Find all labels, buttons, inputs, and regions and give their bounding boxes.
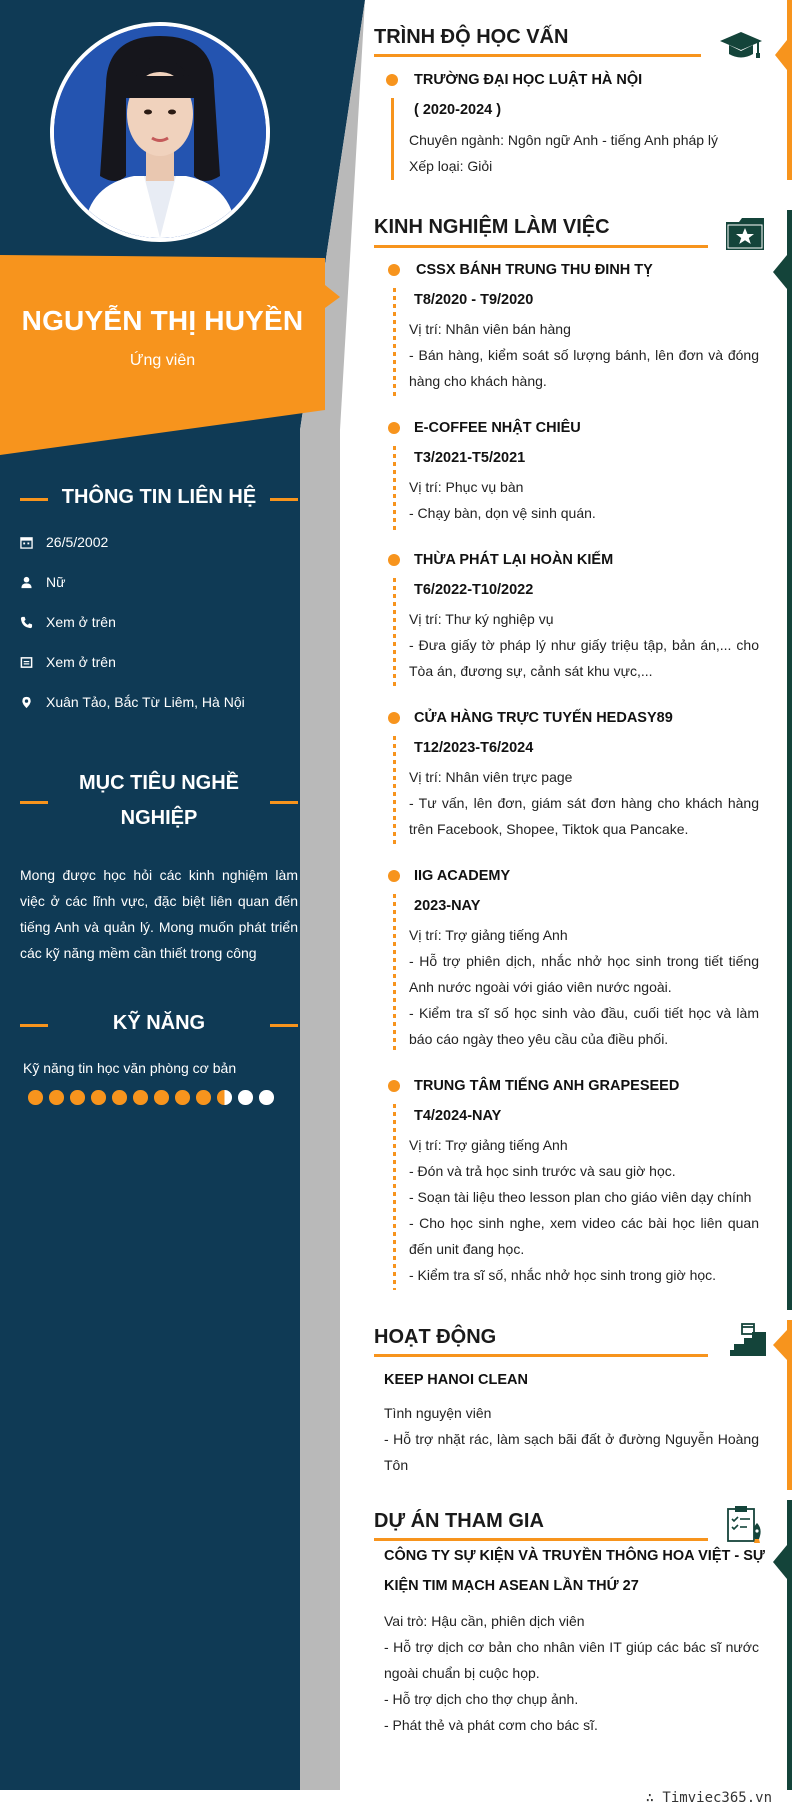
skill-dot	[259, 1090, 274, 1105]
folder-star-icon	[725, 217, 765, 256]
bullet-dot	[388, 264, 400, 276]
timeline-dotted-line	[393, 446, 396, 530]
project-line: - Hỗ trợ dịch cho thợ chụp ảnh.	[384, 1691, 579, 1707]
project-name-line1: CÔNG TY SỰ KIỆN VÀ TRUYỀN THÔNG HOA VIỆT - SỰ	[384, 1548, 765, 1564]
contact-section-title	[20, 486, 298, 509]
job-line: Vị trí: Nhân viên bán hàng	[409, 321, 571, 337]
education-section-title: TRÌNH ĐỘ HỌC VẤN	[374, 26, 569, 48]
skill-rating	[28, 1090, 274, 1105]
user-icon	[20, 576, 46, 589]
job-company: IIG ACADEMY	[414, 868, 511, 884]
job-company: E-COFFEE NHẬT CHIÊU	[414, 420, 581, 436]
skill-dot	[28, 1090, 43, 1105]
objective-title-line1: MỤC TIÊU NGHỀ	[79, 772, 239, 794]
project-line: Vai trò: Hậu cần, phiên dịch viên	[384, 1613, 585, 1629]
job-company: CỬA HÀNG TRỰC TUYẾN HEDASY89	[414, 710, 673, 726]
contact-phone	[20, 611, 310, 633]
job-period: T6/2022-T10/2022	[414, 582, 534, 598]
education-period: ( 2020-2024 )	[414, 102, 502, 118]
section-underline	[374, 1538, 708, 1541]
timeline-dotted-line	[393, 1104, 396, 1290]
activity-name: KEEP HANOI CLEAN	[384, 1372, 528, 1388]
title-dash	[270, 801, 298, 804]
job-line: Vị trí: Trợ giảng tiếng Anh	[409, 927, 568, 943]
education-school: TRƯỜNG ĐẠI HỌC LUẬT HÀ NỘI	[414, 72, 643, 88]
graduation-cap-icon	[719, 30, 763, 67]
job-line: Vị trí: Trợ giảng tiếng Anh	[409, 1137, 568, 1153]
footer-brand[interactable]	[646, 1790, 772, 1806]
job-company: TRUNG TÂM TIẾNG ANH GRAPESEED	[414, 1078, 680, 1094]
calendar-icon	[20, 536, 46, 549]
contact-gender-value: Nữ	[46, 574, 66, 590]
timeline-dotted-line	[393, 578, 396, 686]
footer-brand-text: Timviec365.vn	[662, 1790, 772, 1806]
avatar-illustration	[54, 26, 266, 238]
job-company: THỪA PHÁT LẠI HOÀN KIẾM	[414, 552, 614, 568]
skill-dot	[70, 1090, 85, 1105]
skill-dot	[238, 1090, 253, 1105]
calendar-steps-icon	[728, 1322, 768, 1363]
job-line: - Bán hàng, kiểm soát số lượng bánh, lên đơn và đóng hàng cho khách hàng.	[409, 347, 759, 389]
job-line: - Đón và trả học sinh trước và sau giờ học.	[409, 1163, 676, 1179]
contact-gender	[20, 571, 310, 593]
activity-line: Tình nguyện viên	[384, 1405, 492, 1421]
timeline-dotted-line	[393, 288, 396, 396]
section-underline	[374, 54, 701, 57]
job-period: T3/2021-T5/2021	[414, 450, 526, 466]
job-period: 2023-NAY	[414, 898, 481, 914]
bullet-dot	[388, 712, 400, 724]
skills-section-title	[20, 1012, 298, 1035]
contact-birthday-value: 26/5/2002	[46, 534, 109, 550]
bullet-dot	[388, 870, 400, 882]
job-period: T8/2020 - T9/2020	[414, 292, 534, 308]
skill-name: Kỹ năng tin học văn phòng cơ bản	[23, 1060, 237, 1076]
job-period: T12/2023-T6/2024	[414, 740, 534, 756]
timeline-dotted-line	[393, 736, 396, 844]
timeline-line	[391, 98, 394, 180]
skill-dot	[154, 1090, 169, 1105]
contact-title-text: THÔNG TIN LIÊN HỆ	[61, 486, 257, 508]
skill-dot	[112, 1090, 127, 1105]
title-dash	[20, 801, 48, 804]
email-icon	[20, 656, 46, 669]
job-line: - Tư vấn, lên đơn, giám sát đơn hàng cho khách hàng trên Facebook, Shopee, Tiktok qua Pancake.	[409, 795, 759, 837]
bullet-dot	[388, 554, 400, 566]
objective-text: Mong được học hỏi các kinh nghiệm làm việc ở các lĩnh vực, đặc biệt liên quan đến tiếng Anh và quản lý. Mong muốn phát triển các kỹ năng mềm cần thiết trong công	[20, 867, 298, 961]
activities-section-title: HOẠT ĐỘNG	[374, 1326, 497, 1348]
contact-birthday	[20, 531, 310, 553]
contact-email	[20, 651, 310, 673]
education-grade: Xếp loại: Giỏi	[409, 158, 493, 174]
checklist-rocket-icon	[725, 1505, 765, 1550]
bullet-dot	[388, 1080, 400, 1092]
skill-dot	[49, 1090, 64, 1105]
project-line: - Phát thẻ và phát cơm cho bác sĩ.	[384, 1717, 598, 1733]
location-pin-icon	[20, 696, 46, 709]
section-underline	[374, 1354, 708, 1357]
job-line: - Soạn tài liệu theo lesson plan cho giáo viên dạy chính	[409, 1189, 752, 1205]
project-line: - Hỗ trợ dịch cơ bản cho nhân viên IT giúp các bác sĩ nước ngoài chuẩn bị cuộc họp.	[384, 1639, 759, 1681]
title-dash	[20, 1024, 48, 1027]
skill-dot	[196, 1090, 211, 1105]
bullet-dot	[386, 74, 398, 86]
activity-line: - Hỗ trợ nhặt rác, làm sạch bãi đất ở đường Nguyễn Hoàng Tôn	[384, 1431, 759, 1473]
contact-address-value: Xuân Tảo, Bắc Từ Liêm, Hà Nội	[46, 694, 245, 710]
contact-address	[20, 691, 310, 713]
candidate-name: NGUYỄN THỊ HUYỀN	[21, 305, 304, 336]
objective-section-title	[20, 766, 298, 836]
job-period: T4/2024-NAY	[414, 1108, 502, 1124]
skill-dot	[133, 1090, 148, 1105]
job-company: CSSX BÁNH TRUNG THU ĐINH TỴ	[416, 262, 653, 278]
bullet-dot	[388, 422, 400, 434]
project-name-line2: KIỆN TIM MẠCH ASEAN LẦN THỨ 27	[384, 1578, 639, 1594]
section-underline	[374, 245, 708, 248]
skill-dot	[91, 1090, 106, 1105]
logo-icon: ∴	[645, 1790, 663, 1806]
job-line: - Hỗ trợ phiên dịch, nhắc nhở học sinh trong tiết tiếng Anh nước ngoài với giáo viên nước ngoài.	[409, 953, 759, 995]
skills-title-text: KỸ NĂNG	[112, 1012, 206, 1034]
title-dash	[270, 498, 298, 501]
skill-dot	[175, 1090, 190, 1105]
title-dash	[270, 1024, 298, 1027]
contact-phone-value: Xem ở trên	[46, 614, 116, 630]
job-line: - Cho học sinh nghe, xem video các bài học liên quan đến unit đang học.	[409, 1215, 759, 1257]
candidate-role: Ứng viên	[129, 352, 196, 369]
objective-title-line2: NGHIỆP	[120, 807, 198, 829]
phone-icon	[20, 616, 46, 629]
job-line: Vị trí: Nhân viên trực page	[409, 769, 573, 785]
job-line: Vị trí: Thư ký nghiệp vụ	[409, 611, 554, 627]
profile-photo	[50, 22, 270, 242]
timeline-dotted-line	[393, 894, 396, 1052]
education-major: Chuyên ngành: Ngôn ngữ Anh - tiếng Anh pháp lý	[409, 132, 719, 148]
job-line: - Kiểm tra sĩ số, nhắc nhở học sinh trong giờ học.	[409, 1267, 717, 1283]
job-line: - Đưa giấy tờ pháp lý như giấy triệu tập, bản án,... cho Tòa án, đương sự, cảnh sát khu vực,...	[409, 637, 759, 679]
contact-email-value: Xem ở trên	[46, 654, 116, 670]
job-line: Vị trí: Phục vụ bàn	[409, 479, 524, 495]
job-line: - Chạy bàn, dọn vệ sinh quán.	[409, 505, 596, 521]
projects-section-title: DỰ ÁN THAM GIA	[374, 1510, 544, 1532]
title-dash	[20, 498, 48, 501]
skill-dot	[217, 1090, 232, 1105]
job-line: - Kiểm tra sĩ số học sinh vào đầu, cuối tiết học và làm báo cáo ngày theo yêu cầu của điều phối.	[409, 1005, 759, 1047]
experience-section-title: KINH NGHIỆM LÀM VIỆC	[374, 216, 610, 238]
